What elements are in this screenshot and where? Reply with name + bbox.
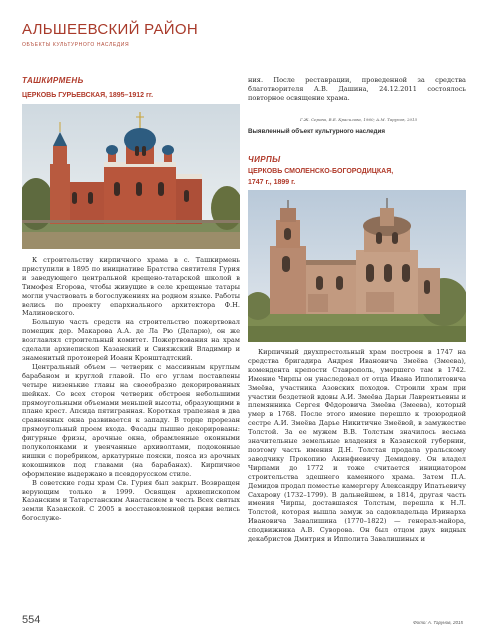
church-title-smolensk-line2: 1747 г., 1899 г.	[248, 179, 296, 186]
church-title-smolensk-line1: ЦЕРКОВЬ СМОЛЕНСКО-БОГОРОДИЦКАЯ,	[248, 168, 394, 175]
region-title: АЛЬШЕЕВСКИЙ РАЙОН	[22, 21, 198, 38]
paragraph: В советские годы храм Св. Гурия был закрыт. Возвращен верующим только в 1999. Освящен архиепископом Казанским и Татарстанским Анастасием в честь Всех святых земли Казанской. С 2005 в восстановленной церкви велись богослуже-	[22, 478, 240, 523]
photo-credit-footer: Фото: А. Тарунов, 2015	[413, 620, 463, 625]
region-subtitle: ОБЪЕКТЫ КУЛЬТУРНОГО НАСЛЕДИЯ	[22, 42, 130, 48]
paragraph: К строительству кирпичного храма в с. Ташкирмень приступили в 1895 по инициативе Братства святителя Гурия и заведующего центральной крещено-татарской школой в Тимофея Егорова, чтобы живущие в селе крещеные татары могли участвовать в богослужениях на родном языке. Работы велись по проекту епархиального архитектора Ф.Н. Малиновского.	[22, 256, 240, 318]
paragraph: Большую часть средств на строительство пожертвовал помещик дер. Макарова А.А. де Ла Рю (Деларю), он же возглавлял строительный комитет. Пожертвования на храм сделали архиепископ Казанский и Свияжский Владимир и знаменитый протоиерей Иоанн Кронштадтский.	[22, 318, 240, 362]
section1-text	[22, 256, 240, 611]
paragraph: Центральный объем — четверик с массивным круглым барабаном и круглой главой. По его углам поставлены четыре низенькие главы на своеобразно декорированных шейках. Со всех сторон четверик обстроен небольшими прямоугольными объемами меньшей высоты, образующими в плане крест. Апсида пятигранная. Короткая трапезная в два сравненных окна развивается к западу. В торце прорезан прямоугольный проем входа. Фасады пышно декорированы: фигурные фризы, арочные окна, обрамленные оконными полуколонками и увенчанные архиволтами, подоконные нишки с поребриком, аркатурные пояски, пояса из арочных кокошников под главами (на барабанах). Кирпичное оформление выдержано в псевдорусском стиле.	[22, 362, 240, 478]
church-title-guryevskaya: ЦЕРКОВЬ ГУРЬЕВСКАЯ, 1895–1912 гг.	[22, 92, 154, 99]
village-name-chirpy: ЧИРПЫ	[248, 155, 281, 164]
paragraph: Кирпичный двухпрестольный храм построен в 1747 на средства бригадира Андрея Ивановича Змеёва (Змеева), комендента крепости Ставрополь, умершего там в 1742. Имение Чирпы он унаследовал от отца Ивана Ипполитовича Змеёва, участника Азовских походов. Строили храм при участии бездетной вдовы А.И. Змеёва Дарьи Лаврентьевны и племянника Сергея Фёдоровича Змеёва (Змеева), который умер в 1768. После этого имение перешло к троюродной сестре А.И. Змеёва Дарье Никитичне Змеёвой, в замужестве Толстой. За ее мужем В.В. Толстым значилось весьма значительные земельные владения в Казанской губернии, поэтому часть имения Д.Н. Толстая продала уральскому заводчику Прокопию Акинфиевичу Демидову. Он владел Чирпами до 1772 и тоже считается инициатором строительства здешнего каменного храма. Затем П.А. Демидов продал поместье камергеру Александру Ипатьевичу Сахарову (1732–1799). В дальнейшем, в 1814, другая часть имения Чирпы, доставшаяся Толстым, перешла к Н.Л. Толстой, которая вышла замуж за садовладельца Иринарха Ивановича Завалишина (1770–1822) — генерал-майора, сподвижника А.В. Суворова. Он был отцом двух видных декабристов Дмитрия и Ипполита Завалишиных и	[248, 348, 466, 544]
photo-credit-top: Г.Ж. Серова, В.Е. Красилова, 1960; А.М. Тарунов, 2015	[300, 117, 418, 122]
church-photo-chirpy	[248, 190, 466, 342]
heritage-label: Выявленный объект культурного наследия	[248, 128, 386, 135]
section2-text	[248, 348, 466, 612]
church-photo-tashkirmen	[22, 104, 240, 249]
village-name-tashkirmen: ТАШКИРМЕНЬ	[22, 76, 84, 85]
continuation-text	[248, 76, 466, 103]
page-number: 554	[22, 614, 41, 626]
paragraph: ния. После реставрации, проведенной за средства благотворителя А.В. Дашина, 24.12.2011 состоялось повторное освящение храма.	[248, 76, 466, 102]
page-header	[22, 22, 472, 48]
